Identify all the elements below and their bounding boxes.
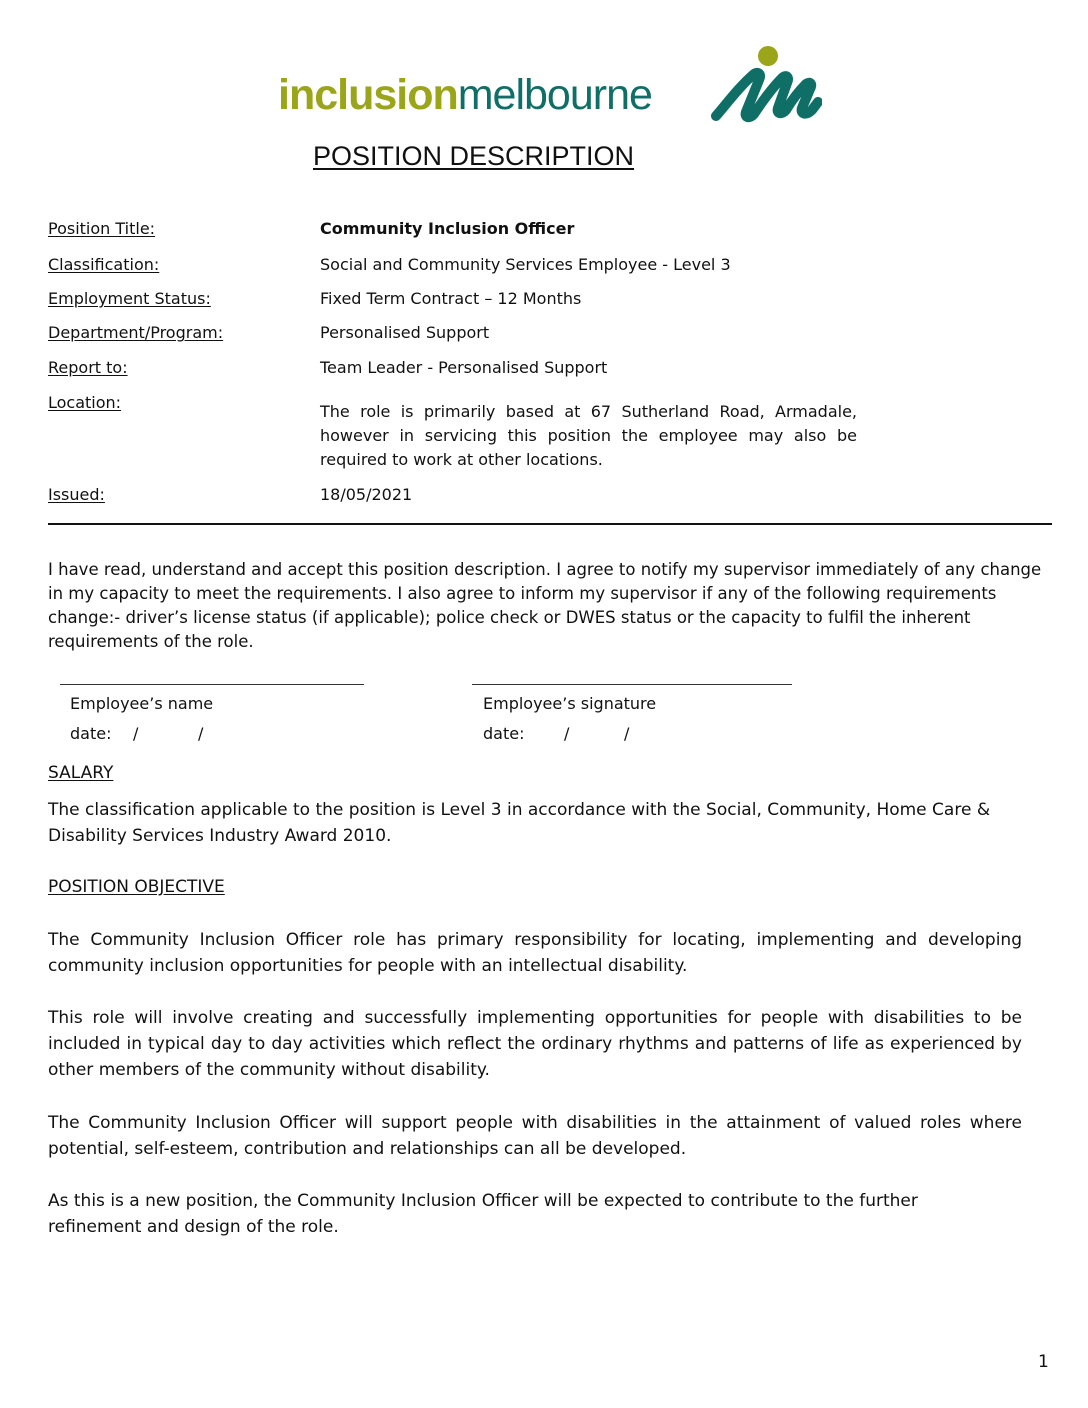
- logo-word-melbourne: melbourne: [457, 71, 652, 119]
- objective-heading: POSITION OBJECTIVE: [48, 877, 225, 897]
- objective-paragraph-4: As this is a new position, the Community Inclusion Officer will be expected to contribute to the further refinement and design of the role.: [48, 1191, 918, 1237]
- value-department: Personalised Support: [320, 323, 490, 342]
- name-date-label: date:: [70, 724, 112, 743]
- signature-date-label: date:: [483, 724, 525, 743]
- employee-signature-line: [472, 684, 792, 685]
- value-location: The role is primarily based at 67 Sutherland Road, Armadale, however in servicing this position the employee may also be required to work at other locations.: [320, 402, 857, 469]
- value-position-title: Community Inclusion Officer: [320, 219, 575, 238]
- acknowledgement-text: I have read, understand and accept this position description. I agree to notify my supervisor immediately of any change in my capacity to meet the requirements. I also agree to inform my supervisor if any of the following requirements change:- driver’s license status (if applicable); police check or DWES status or the capacity to fulfil the inherent requirements of the role.: [48, 560, 1042, 651]
- name-date-slash-1: /: [133, 724, 139, 743]
- value-report-to: Team Leader - Personalised Support: [320, 358, 608, 377]
- salary-heading: SALARY: [48, 763, 114, 783]
- label-issued: Issued:: [48, 485, 105, 504]
- label-department: Department/Program:: [48, 323, 224, 342]
- signature-date-slash-2: /: [624, 724, 630, 743]
- salary-text: The classification applicable to the position is Level 3 in accordance with the Social, Community, Home Care & Disability Services Industry Award 2010.: [48, 800, 991, 846]
- label-report-to: Report to:: [48, 358, 128, 377]
- value-employment-status: Fixed Term Contract – 12 Months: [320, 289, 582, 308]
- name-date-slash-2: /: [198, 724, 204, 743]
- label-location: Location:: [48, 393, 122, 412]
- employee-name-label: Employee’s name: [70, 694, 214, 713]
- section-divider: [48, 523, 1052, 525]
- employee-signature-label: Employee’s signature: [483, 694, 657, 713]
- objective-paragraph-2: This role will involve creating and successfully implementing opportunities for people with disabilities to be included in typical day to day activities which reflect the ordinary rhythms and patterns of life as experienced by other members of the community without disability.: [48, 1008, 1022, 1080]
- objective-paragraph-1: The Community Inclusion Officer role has primary responsibility for locating, implementing and developing community inclusion opportunities for people with an intellectual disability.: [48, 930, 1022, 976]
- label-position-title: Position Title:: [48, 219, 156, 238]
- value-issued: 18/05/2021: [320, 485, 413, 504]
- logo-word-inclusion: inclusion: [278, 71, 458, 119]
- label-employment-status: Employment Status:: [48, 289, 211, 308]
- objective-paragraph-3: The Community Inclusion Officer will support people with disabilities in the attainment of valued roles where potential, self-esteem, contribution and relationships can all be developed.: [48, 1113, 1022, 1159]
- inclusion-melbourne-logo-mark: [710, 44, 822, 128]
- logo-wordmark: [278, 71, 652, 119]
- employee-name-line: [60, 684, 364, 685]
- signature-date-slash-1: /: [564, 724, 570, 743]
- page-number: 1: [1038, 1352, 1049, 1372]
- logo: [278, 62, 823, 132]
- value-classification: Social and Community Services Employee - Level 3: [320, 255, 731, 274]
- page-title: POSITION DESCRIPTION: [313, 141, 635, 171]
- label-classification: Classification:: [48, 255, 160, 274]
